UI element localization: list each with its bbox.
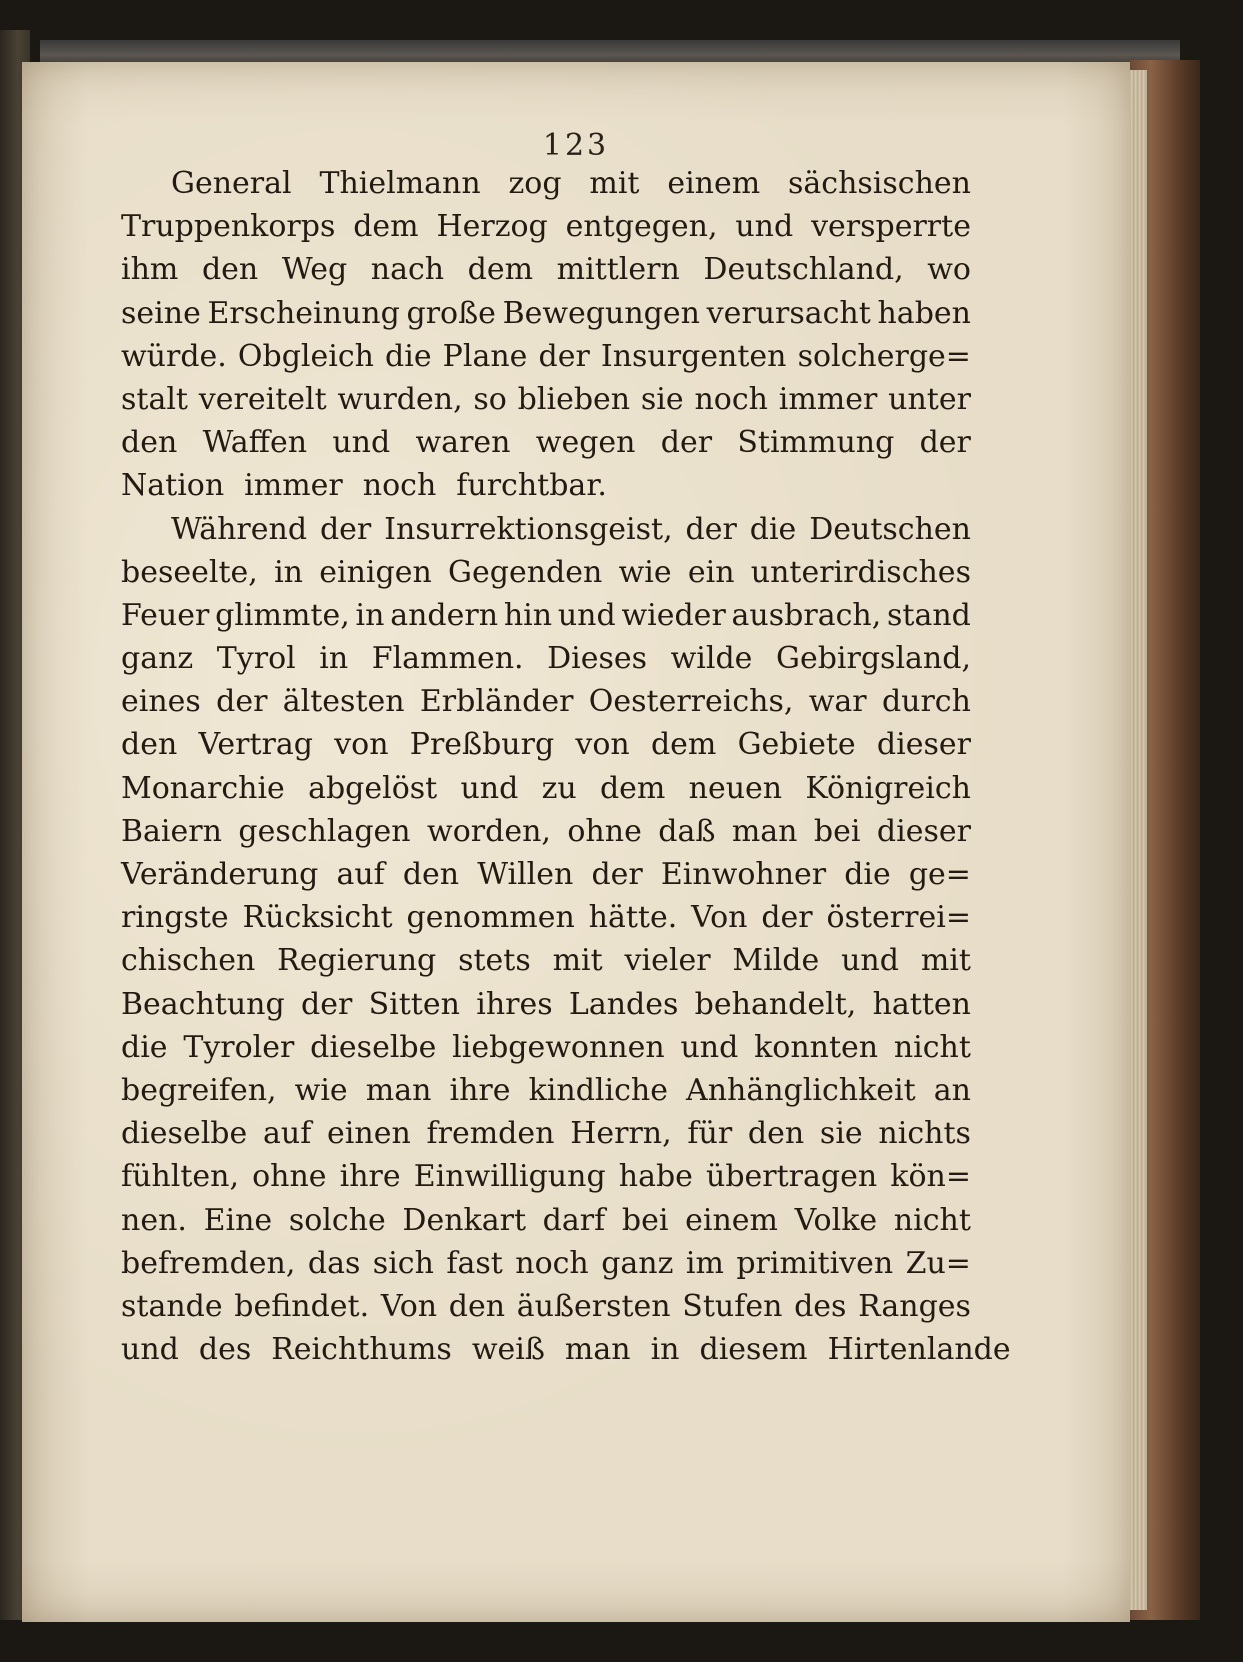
text-line: stalt vereitelt wurden, so blieben sie noch immer unter: [121, 381, 971, 417]
text-line: Nation immer noch furchtbar.: [121, 468, 607, 504]
text-line: Monarchie abgelöst und zu dem neuen Königreich: [121, 770, 971, 806]
text-line: den Waffen und waren wegen der Stimmung der: [121, 425, 971, 461]
text-line: Veränderung auf den Willen der Einwohner die ge=: [121, 857, 971, 892]
book-page: [22, 62, 1130, 1622]
text-line: begreifen, wie man ihre kindliche Anhänglichkeit an: [121, 1072, 971, 1108]
text-line: General Thielmann zog mit einem sächsischen: [171, 166, 971, 201]
text-line: befremden, das sich fast noch ganz im primitiven Zu=: [121, 1245, 971, 1281]
text-line: ganz Tyrol in Flammen. Dieses wilde Gebirgsland,: [121, 641, 971, 677]
text-line: ihm den Weg nach dem mittlern Deutschland, wo: [121, 252, 971, 288]
text-line: würde. Obgleich die Plane der Insurgenten solcherge=: [121, 338, 971, 374]
text-line: eines der ältesten Erbländer Oesterreichs, war durch: [121, 684, 971, 720]
text-line: fühlten, ohne ihre Einwilligung habe übertragen kön=: [121, 1159, 971, 1195]
text-line: ringste Rücksicht genommen hätte. Von der österrei=: [121, 900, 971, 936]
text-line: beseelte, in einigen Gegenden wie ein unterirdisches: [121, 554, 971, 590]
text-line: Beachtung der Sitten ihres Landes behandelt, hatten: [121, 986, 971, 1022]
text-line: dieselbe auf einen fremden Herrn, für den sie nichts: [121, 1116, 971, 1152]
text-line: Truppenkorps dem Herzog entgegen, und versperrte: [121, 209, 971, 245]
text-line: seine Erscheinung große Bewegungen verursacht haben: [121, 295, 971, 331]
body-text: [121, 162, 1011, 1371]
text-line: Während der Insurrektionsgeist, der die Deutschen: [171, 511, 971, 547]
text-line: Feuer glimmte, in andern hin und wieder ausbrach, stand: [121, 597, 971, 633]
page-number: 123: [542, 128, 610, 163]
text-line: die Tyroler dieselbe liebgewonnen und konnten nicht: [121, 1029, 971, 1065]
text-line: nen. Eine solche Denkart darf bei einem Volke nicht: [121, 1202, 971, 1238]
text-line: den Vertrag von Preßburg von dem Gebiete dieser: [121, 727, 971, 763]
text-line: stande befindet. Von den äußersten Stufen des Ranges: [121, 1288, 971, 1324]
text-line: Baiern geschlagen worden, ohne daß man bei dieser: [121, 813, 971, 849]
text-line: und des Reichthums weiß man in diesem Hirtenlande: [121, 1332, 1011, 1368]
text-line: chischen Regierung stets mit vieler Milde und mit: [121, 943, 971, 979]
